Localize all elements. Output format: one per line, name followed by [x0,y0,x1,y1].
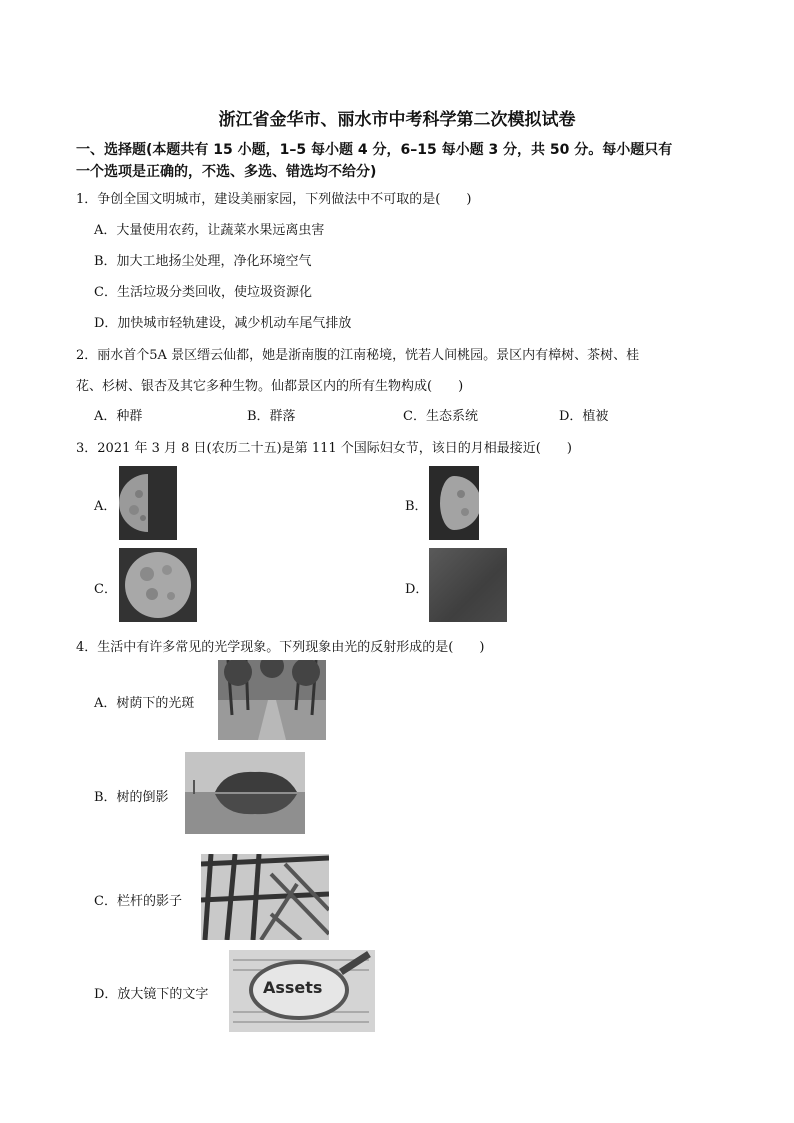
q2-option-b: B．群落 [247,409,296,424]
section-heading-line2: 一个选项是正确的，不选、多选、错选均不给分) [76,164,377,180]
q1-option-a: A．大量使用农药，让蔬菜水果远离虫害 [94,223,325,238]
q1-option-c: C．生活垃圾分类回收，使垃圾资源化 [94,285,312,300]
magnifier-text-photo [229,950,375,1032]
q3-option-c-label: C． [94,582,117,597]
q2-option-d: D．植被 [559,409,609,424]
q4-stem: 4．生活中有许多常见的光学现象。下列现象由光的反射形成的是( ) [76,640,485,655]
q3-option-a-label: A． [94,499,117,514]
q2-option-c: C．生态系统 [403,409,478,424]
page-title: 浙江省金华市、丽水市中考科学第二次模拟试卷 [218,110,576,130]
moon-phase-b-image [429,466,479,540]
q4-option-c-label: C．栏杆的影子 [94,894,182,909]
tree-reflection-photo [185,752,305,834]
q4-option-d-label: D．放大镜下的文字 [94,987,209,1002]
q1-option-d: D．加快城市轻轨建设，减少机动车尾气排放 [94,316,352,331]
magnifier-word: Assets [263,978,323,997]
moon-phase-d-image [429,548,507,622]
q4-option-b-label: B．树的倒影 [94,790,169,805]
q3-stem: 3．2021 年 3 月 8 日(农历二十五)是第 111 个国际妇女节，该日的月相最接近( ) [76,441,572,456]
section-heading-line1: 一、选择题(本题共有 15 小题，1–5 每小题 4 分，6–15 每小题 3 分，共 50 分。每小题只有 [76,142,673,158]
tree-shade-photo [218,660,326,740]
q2-stem-line1: 2．丽水首个5A 景区缙云仙都，她是浙南腹的江南秘境，恍若人间桃园。景区内有樟树、茶树、桂 [76,348,640,363]
q3-option-b-label: B． [405,499,428,514]
moon-phase-c-image [119,548,197,622]
q1-stem: 1．争创全国文明城市，建设美丽家园，下列做法中不可取的是( ) [76,192,472,207]
moon-phase-a-image [119,466,177,540]
q2-stem-line2: 花、杉树、银杏及其它多种生物。仙都景区内的所有生物构成( ) [76,379,464,394]
railing-shadow-photo [201,854,329,940]
q3-option-d-label: D． [405,582,429,597]
q2-option-a: A．种群 [94,409,143,424]
q1-option-b: B．加大工地扬尘处理，净化环境空气 [94,254,312,269]
q4-option-a-label: A．树荫下的光斑 [94,696,195,711]
